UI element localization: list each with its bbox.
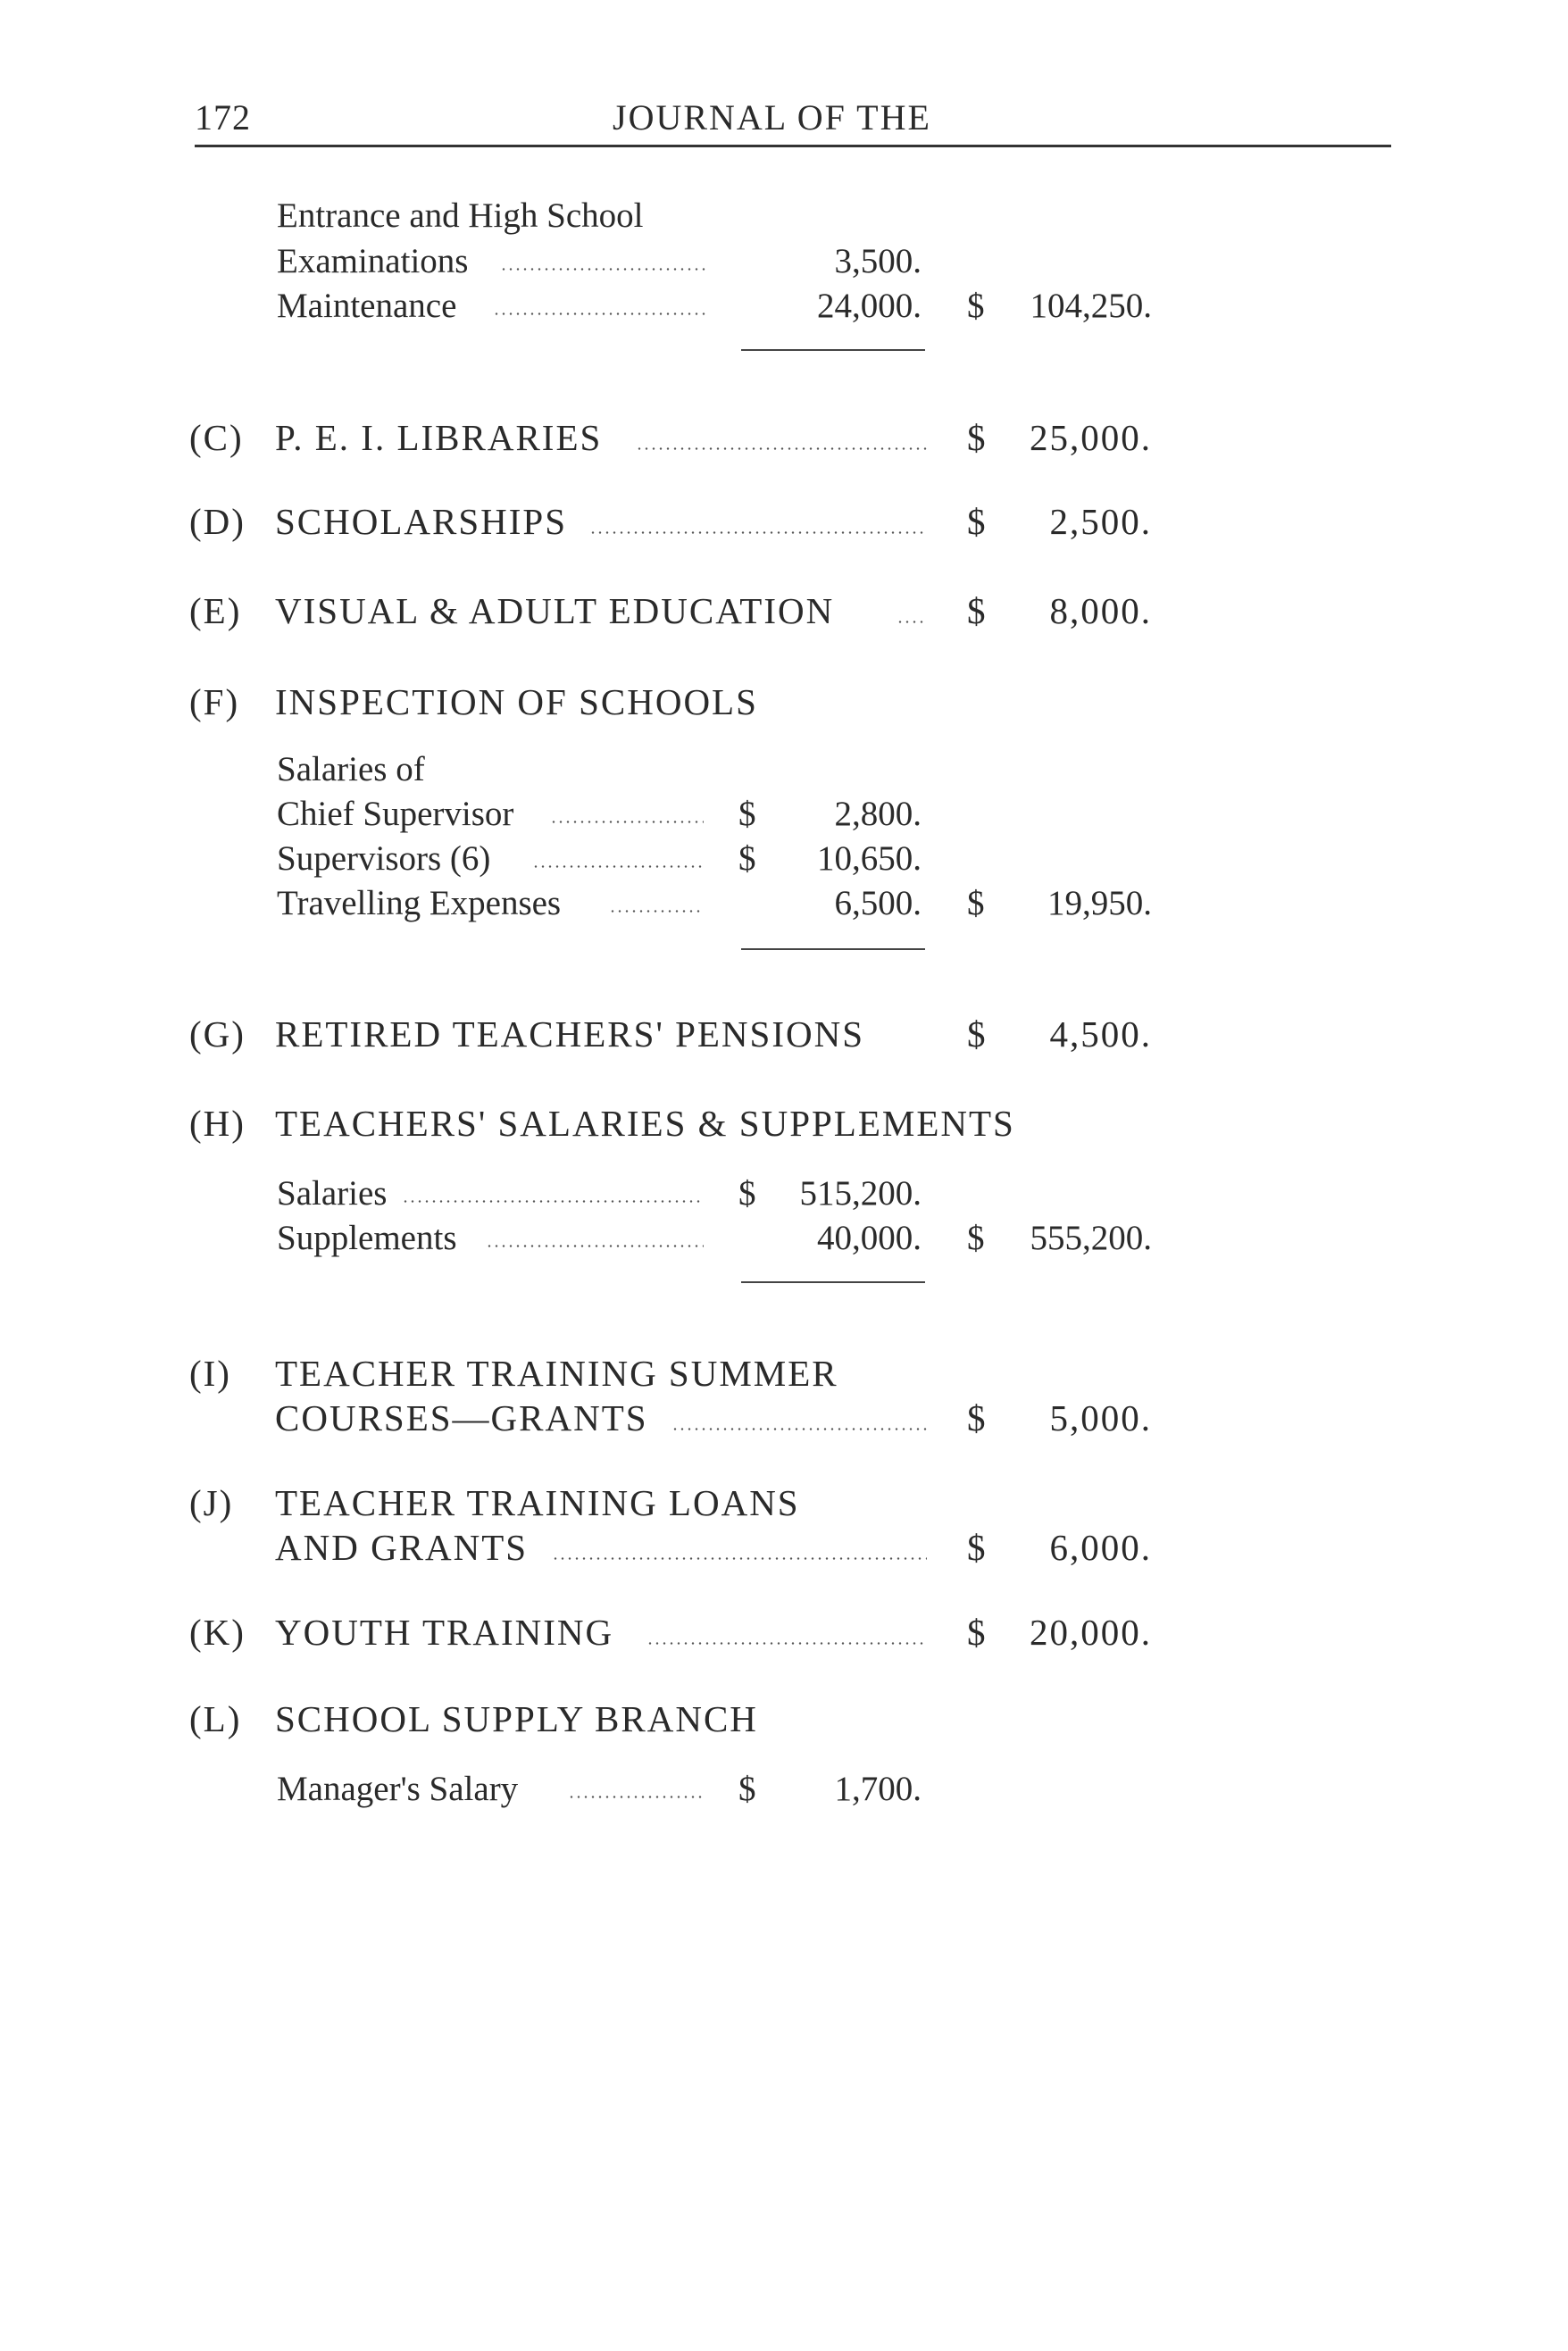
section-letter-g: (G) (189, 1013, 246, 1055)
leader-dots (646, 1642, 927, 1645)
leader-dots (532, 865, 704, 868)
section-title-l: SCHOOL SUPPLY BRANCH (275, 1698, 758, 1739)
line-item-amount: 10,650. (817, 839, 922, 878)
dollar-sign: $ (967, 1013, 988, 1055)
sum-rule (741, 948, 925, 950)
dollar-sign: $ (738, 1174, 756, 1213)
leader-dots (500, 268, 705, 271)
section-total-e: 8,000. (1049, 590, 1152, 631)
section-letter-h: (H) (189, 1103, 246, 1144)
line-item-amount: 1,700. (834, 1770, 922, 1808)
section-title-e: VISUAL & ADULT EDUCATION (275, 590, 835, 631)
examinations-label: Examinations (277, 242, 469, 280)
leader-dots (486, 1245, 704, 1247)
line-item-amount: 40,000. (817, 1219, 922, 1257)
leader-dots (589, 531, 927, 534)
leader-dots (493, 313, 705, 315)
section-title-j-line1: TEACHER TRAINING LOANS (275, 1482, 800, 1523)
section-letter-e: (E) (189, 590, 242, 631)
section-title-g: RETIRED TEACHERS' PENSIONS (275, 1013, 865, 1055)
line-item-amount: 2,800. (834, 795, 922, 833)
dollar-sign: $ (967, 1397, 988, 1438)
sum-rule (741, 1281, 925, 1283)
section-total-d: 2,500. (1049, 501, 1152, 542)
line-item-label: Chief Supervisor (277, 795, 514, 833)
dollar-sign: $ (967, 1527, 988, 1568)
dollar-sign: $ (967, 287, 985, 325)
section-letter-l: (L) (189, 1698, 242, 1739)
section-total-g: 4,500. (1049, 1013, 1152, 1055)
section-letter-f: (F) (189, 681, 240, 722)
top-total: 104,250. (1030, 287, 1152, 325)
maintenance-label: Maintenance (277, 287, 457, 325)
dollar-sign: $ (967, 501, 988, 542)
dollar-sign: $ (967, 1219, 985, 1257)
line-item-amount: 515,200. (799, 1174, 922, 1213)
dollar-sign: $ (967, 417, 988, 458)
section-total-i: 5,000. (1049, 1397, 1152, 1438)
line-item-label: Supplements (277, 1219, 457, 1257)
leader-dots (636, 447, 927, 450)
section-title-i-line2: COURSES—GRANTS (275, 1397, 648, 1438)
salaries-of-label: Salaries of (277, 750, 425, 788)
section-letter-j: (J) (189, 1482, 234, 1523)
section-letter-i: (I) (189, 1353, 231, 1394)
entrance-line: Entrance and High School (277, 196, 644, 235)
section-total-k: 20,000. (1030, 1612, 1152, 1653)
line-item-amount: 6,500. (834, 884, 922, 922)
section-title-k: YOUTH TRAINING (275, 1612, 614, 1653)
leader-dots (609, 910, 704, 913)
line-item-label: Salaries (277, 1174, 388, 1213)
section-title-j-line2: AND GRANTS (275, 1527, 529, 1568)
section-total-f: 19,950. (1047, 884, 1152, 922)
leader-dots (552, 1557, 927, 1560)
section-title-d: SCHOLARSHIPS (275, 501, 568, 542)
section-title-h: TEACHERS' SALARIES & SUPPLEMENTS (275, 1103, 1015, 1144)
leader-dots (568, 1796, 704, 1798)
leader-dots (897, 621, 927, 623)
section-letter-k: (K) (189, 1612, 246, 1653)
section-title-i-line1: TEACHER TRAINING SUMMER (275, 1353, 838, 1394)
sum-rule (741, 349, 925, 351)
section-total-j: 6,000. (1049, 1527, 1152, 1568)
journal-title: JOURNAL OF THE (613, 97, 931, 138)
leader-dots (402, 1200, 704, 1203)
dollar-sign: $ (967, 884, 985, 922)
line-item-label: Supervisors (6) (277, 839, 491, 878)
dollar-sign: $ (967, 590, 988, 631)
leader-dots (550, 821, 704, 823)
page-number: 172 (195, 97, 251, 138)
section-title-f: INSPECTION OF SCHOOLS (275, 681, 758, 722)
section-total-c: 25,000. (1030, 417, 1152, 458)
dollar-sign: $ (967, 1612, 988, 1653)
section-letter-c: (C) (189, 417, 244, 458)
header-rule (195, 145, 1391, 147)
section-title-c: P. E. I. LIBRARIES (275, 417, 603, 458)
maintenance-amount: 24,000. (817, 287, 922, 325)
dollar-sign: $ (738, 839, 756, 878)
leader-dots (671, 1428, 927, 1430)
dollar-sign: $ (738, 795, 756, 833)
section-letter-d: (D) (189, 501, 246, 542)
line-item-label: Manager's Salary (277, 1770, 519, 1808)
examinations-amount: 3,500. (834, 242, 922, 280)
line-item-label: Travelling Expenses (277, 884, 562, 922)
dollar-sign: $ (738, 1770, 756, 1808)
section-total-h: 555,200. (1030, 1219, 1152, 1257)
